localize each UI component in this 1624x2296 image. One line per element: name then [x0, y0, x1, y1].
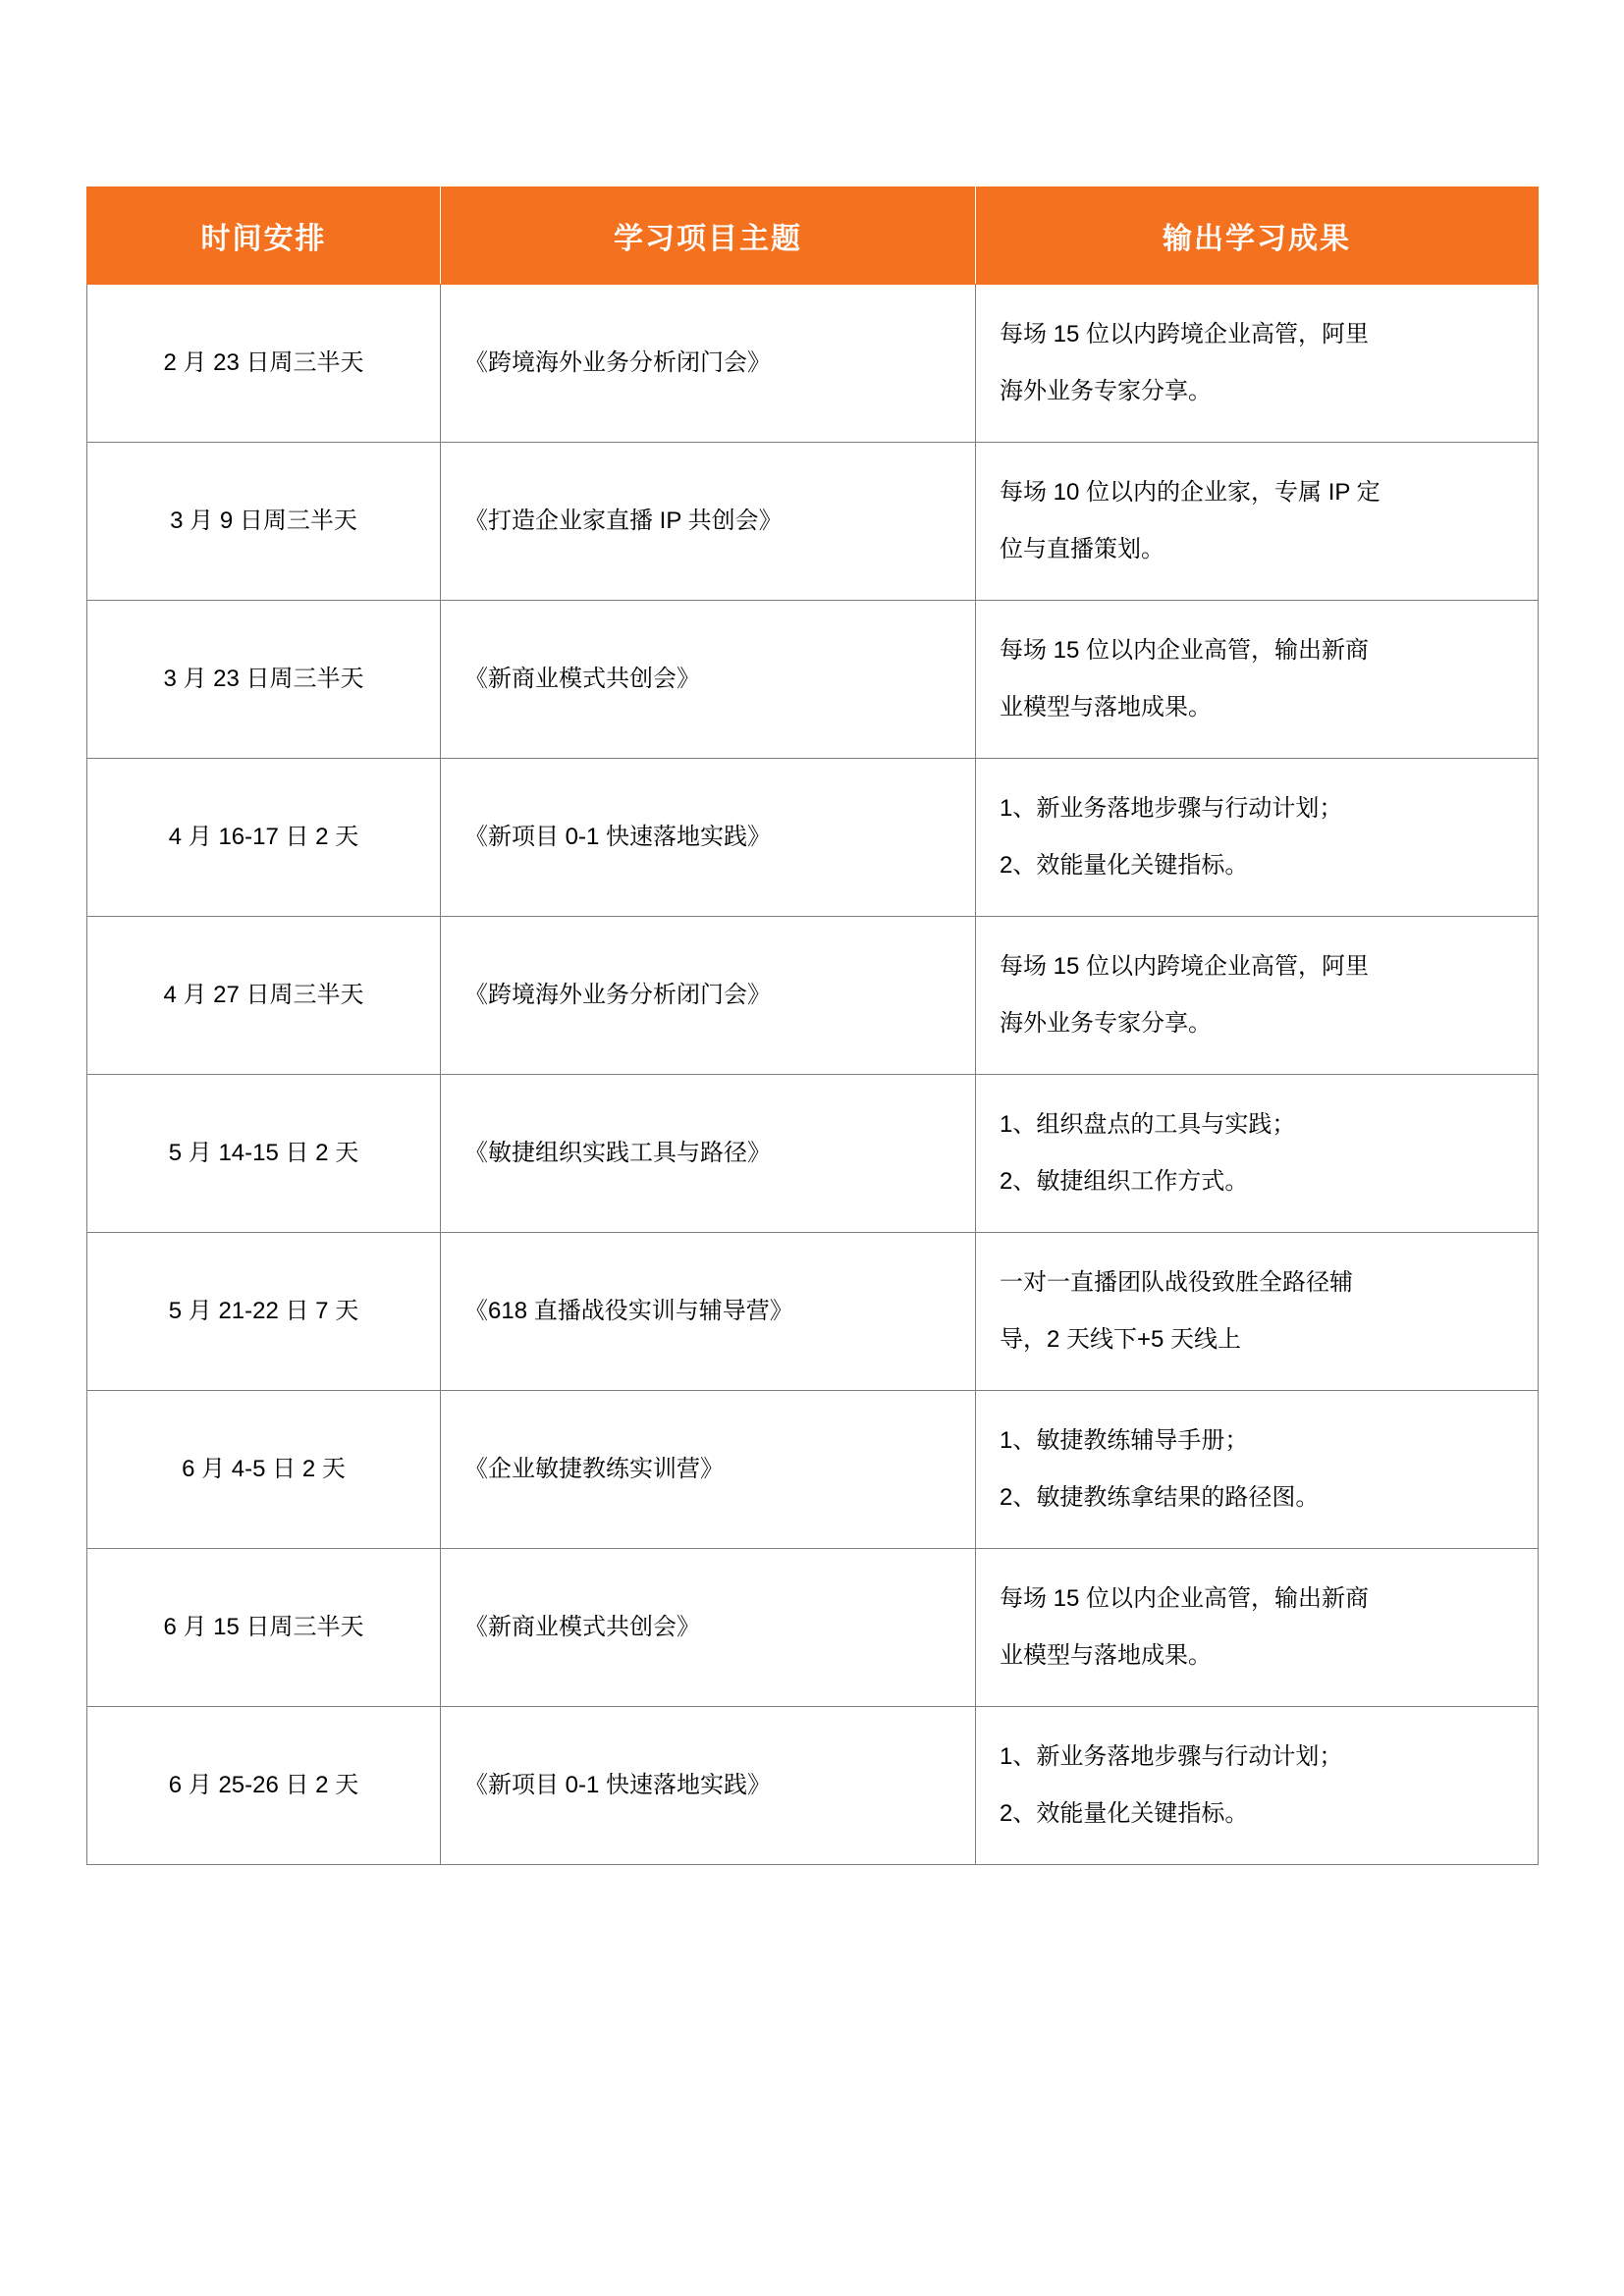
cell-topic: 《618 直播战役实训与辅导营》: [441, 1233, 976, 1391]
cell-output: [976, 1707, 1539, 1865]
column-header-topic: 学习项目主题: [441, 187, 976, 285]
cell-topic: 《敏捷组织实践工具与路径》: [441, 1075, 976, 1233]
cell-output-line: 2、敏捷组织工作方式。: [1000, 1168, 1249, 1195]
cell-output-line: 业模型与落地成果。: [1000, 1642, 1212, 1669]
cell-output-line: 1、组织盘点的工具与实践；: [1000, 1111, 1296, 1138]
table-row: [87, 917, 1539, 1075]
cell-output-line: 2、敏捷教练拿结果的路径图。: [1000, 1484, 1320, 1511]
cell-output-line: 每场 10 位以内的企业家，专属 IP 定: [1000, 479, 1380, 506]
cell-topic: 《跨境海外业务分析闭门会》: [441, 917, 976, 1075]
table-row: [87, 1075, 1539, 1233]
cell-time: 6 月 25-26 日 2 天: [87, 1707, 441, 1865]
cell-output-line: 2、效能量化关键指标。: [1000, 1800, 1249, 1827]
cell-output-line: 业模型与落地成果。: [1000, 694, 1212, 721]
table-row: [87, 443, 1539, 601]
cell-output-line: 1、敏捷教练辅导手册；: [1000, 1427, 1249, 1454]
cell-output: [976, 601, 1539, 759]
cell-topic: 《新商业模式共创会》: [441, 601, 976, 759]
table-row: [87, 285, 1539, 443]
cell-topic: 《新商业模式共创会》: [441, 1549, 976, 1707]
cell-output-line: 1、新业务落地步骤与行动计划；: [1000, 1743, 1343, 1770]
table-row: [87, 759, 1539, 917]
table-row: [87, 1707, 1539, 1865]
cell-time: 6 月 4-5 日 2 天: [87, 1391, 441, 1549]
cell-output: [976, 759, 1539, 917]
cell-output: [976, 1075, 1539, 1233]
cell-output-line: 海外业务专家分享。: [1000, 1010, 1212, 1037]
cell-output: [976, 443, 1539, 601]
column-header-time: 时间安排: [87, 187, 441, 285]
cell-output-line: 每场 15 位以内跨境企业高管，阿里: [1000, 953, 1370, 980]
cell-output-line: 一对一直播团队战役致胜全路径辅: [1000, 1269, 1353, 1296]
cell-output: [976, 917, 1539, 1075]
cell-output-line: 每场 15 位以内跨境企业高管，阿里: [1000, 321, 1370, 347]
cell-time: 3 月 9 日周三半天: [87, 443, 441, 601]
cell-time: 3 月 23 日周三半天: [87, 601, 441, 759]
table-row: [87, 1549, 1539, 1707]
cell-output-line: 位与直播策划。: [1000, 536, 1164, 562]
cell-topic: 《新项目 0-1 快速落地实践》: [441, 1707, 976, 1865]
cell-output-line: 每场 15 位以内企业高管，输出新商: [1000, 637, 1370, 664]
cell-output-line: 2、效能量化关键指标。: [1000, 852, 1249, 879]
cell-time: 2 月 23 日周三半天: [87, 285, 441, 443]
cell-time: 5 月 21-22 日 7 天: [87, 1233, 441, 1391]
cell-output-line: 1、新业务落地步骤与行动计划；: [1000, 795, 1343, 822]
cell-topic: 《新项目 0-1 快速落地实践》: [441, 759, 976, 917]
cell-output: [976, 1391, 1539, 1549]
cell-time: 4 月 16-17 日 2 天: [87, 759, 441, 917]
table-body: [87, 285, 1539, 1865]
cell-topic: 《企业敏捷教练实训营》: [441, 1391, 976, 1549]
cell-topic: 《打造企业家直播 IP 共创会》: [441, 443, 976, 601]
schedule-table: [86, 187, 1539, 1865]
table-row: [87, 1233, 1539, 1391]
cell-output: [976, 1549, 1539, 1707]
cell-output: [976, 1233, 1539, 1391]
cell-output-line: 海外业务专家分享。: [1000, 378, 1212, 404]
table-header-row: [87, 187, 1539, 285]
cell-time: 6 月 15 日周三半天: [87, 1549, 441, 1707]
cell-topic: 《跨境海外业务分析闭门会》: [441, 285, 976, 443]
cell-time: 5 月 14-15 日 2 天: [87, 1075, 441, 1233]
cell-output-line: 每场 15 位以内企业高管，输出新商: [1000, 1585, 1370, 1612]
cell-output: [976, 285, 1539, 443]
table-row: [87, 601, 1539, 759]
column-header-output: 输出学习成果: [976, 187, 1539, 285]
table-row: [87, 1391, 1539, 1549]
cell-time: 4 月 27 日周三半天: [87, 917, 441, 1075]
cell-output-line: 导，2 天线下+5 天线上: [1000, 1326, 1242, 1353]
